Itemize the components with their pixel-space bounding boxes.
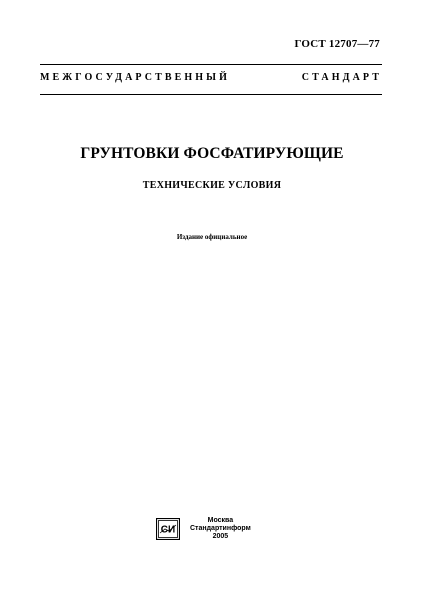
publisher-city: Москва bbox=[207, 517, 234, 524]
publisher-block bbox=[156, 517, 251, 541]
publisher-name: Стандартинформ bbox=[190, 525, 251, 532]
standards-publisher-logo-icon bbox=[156, 518, 180, 540]
publication-year: 2005 bbox=[212, 533, 229, 540]
logo-lettering: СИ bbox=[160, 524, 176, 536]
top-divider bbox=[40, 64, 382, 65]
standard-type-label: МЕЖГОСУДАРСТВЕННЫЙ СТАНДАРТ bbox=[40, 72, 382, 83]
document-title: ГРУНТОВКИ ФОСФАТИРУЮЩИЕ bbox=[80, 145, 344, 162]
publisher-text bbox=[190, 517, 251, 541]
document-subtitle: ТЕХНИЧЕСКИЕ УСЛОВИЯ bbox=[142, 180, 282, 191]
bottom-divider bbox=[40, 94, 382, 95]
edition-note: Издание официальное bbox=[176, 233, 248, 241]
document-number: ГОСТ 12707—77 bbox=[294, 38, 380, 50]
